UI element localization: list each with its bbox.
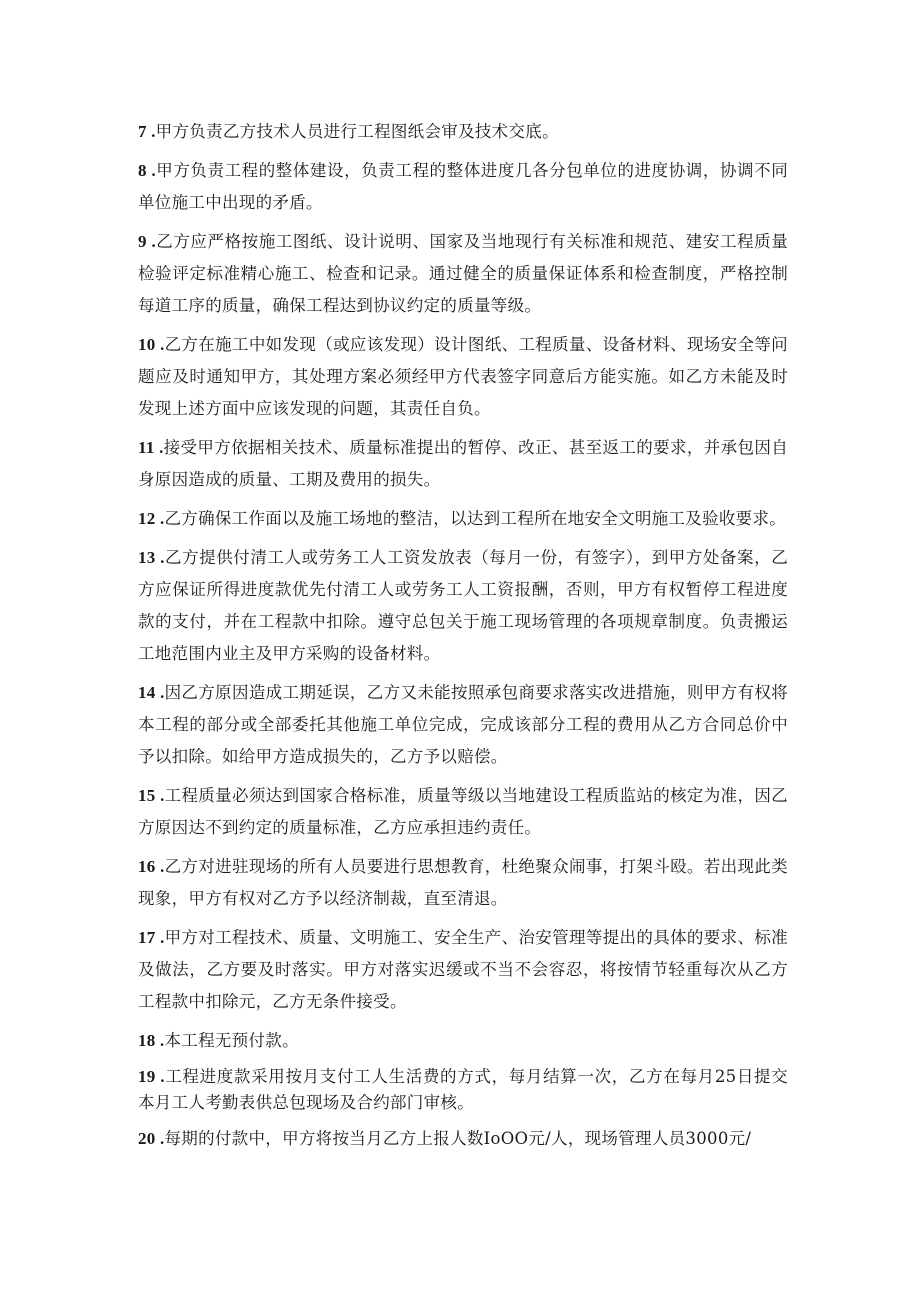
contract-clause-list — [138, 116, 788, 1162]
clause-text: 工程质量必须达到国家合格标准，质量等级以当地建设工程质监站的核定为准，因乙方原因达不到约定的质量标准，乙方应承担违约责任。 — [138, 786, 788, 837]
clause-separator: . — [155, 683, 165, 702]
clause-17 — [138, 922, 788, 1018]
clause-text: 本工程无预付款。 — [164, 1031, 299, 1050]
clause-text: 乙方提供付清工人或劳务工人工资发放表（每月一份，有签字），到甲方处备案，乙方应保证所得进度款优先付清工人或劳务工人工资报酬，否则，甲方有权暂停工程进度款的支付，并在工程款中扣除。遵守总包关于施工现场管理的各项规章制度。负责搬运工地范围内业主及甲方采购的设备材料。 — [138, 548, 788, 663]
clause-separator: . — [146, 161, 156, 180]
clause-separator: . — [155, 1031, 165, 1050]
clause-14 — [138, 677, 788, 773]
clause-11 — [138, 432, 788, 496]
clause-number: 18 — [138, 1031, 156, 1050]
clause-16 — [138, 851, 788, 915]
clause-text: 工程进度款采用按月支付工人生活费的方式，每月结算一次，乙方在每月25日提交本月工人考勤表供总包现场及合约部门审核。 — [138, 1067, 788, 1112]
clause-separator: . — [154, 438, 164, 457]
clause-text: 因乙方原因造成工期延误，乙方又未能按照承包商要求落实改进措施，则甲方有权将本工程的部分或全部委托其他施工单位完成，完成该部分工程的费用从乙方合同总价中予以扣除。如给甲方造成损失的，乙方予以赔偿。 — [138, 683, 788, 766]
clause-text: 乙方应严格按施工图纸、设计说明、国家及当地现行有关标准和规范、建安工程质量检验评定标准精心施工、检查和记录。通过健全的质量保证体系和检查制度，严格控制每道工序的质量，确保工程达到协议约定的质量等级。 — [138, 232, 788, 315]
clause-separator: . — [155, 335, 165, 354]
clause-separator: . — [155, 928, 165, 947]
clause-number: 15 — [138, 786, 156, 805]
clause-number: 16 — [138, 857, 156, 876]
clause-number: 9 — [138, 232, 147, 251]
clause-separator: . — [155, 786, 165, 805]
clause-7 — [138, 116, 788, 148]
clause-12 — [138, 503, 788, 535]
clause-20 — [138, 1123, 788, 1155]
clause-text: 每期的付款中，甲方将按当月乙方上报人数IoOO元/人，现场管理人员3000元/ — [164, 1129, 752, 1148]
clause-separator: . — [155, 857, 165, 876]
clause-number: 20 — [138, 1129, 156, 1148]
clause-number: 7 — [138, 122, 147, 141]
clause-separator: . — [155, 548, 165, 567]
clause-separator: . — [146, 122, 156, 141]
clause-separator: . — [155, 1067, 165, 1086]
clause-18 — [138, 1025, 788, 1057]
clause-number: 11 — [138, 438, 155, 457]
clause-number: 14 — [138, 683, 156, 702]
clause-text: 甲方对工程技术、质量、文明施工、安全生产、治安管理等提出的具体的要求、标准及做法，乙方要及时落实。甲方对落实迟缓或不当不会容忍，将按情节轻重每次从乙方工程款中扣除元，乙方无条件接受。 — [138, 928, 788, 1011]
clause-15 — [138, 780, 788, 844]
clause-number: 10 — [138, 335, 156, 354]
clause-10 — [138, 329, 788, 425]
clause-number: 12 — [138, 509, 156, 528]
clause-text: 乙方在施工中如发现（或应该发现）设计图纸、工程质量、设备材料、现场安全等问题应及时通知甲方，其处理方案必须经甲方代表签字同意后方能实施。如乙方未能及时发现上述方面中应该发现的问题，其责任自负。 — [138, 335, 788, 418]
clause-text: 甲方负责乙方技术人员进行工程图纸会审及技术交底。 — [155, 122, 559, 141]
clause-number: 19 — [138, 1067, 156, 1086]
clause-text: 甲方负责工程的整体建设，负责工程的整体进度几各分包单位的进度协调，协调不同单位施工中出现的矛盾。 — [138, 161, 788, 212]
clause-number: 8 — [138, 161, 147, 180]
clause-13 — [138, 542, 788, 670]
clause-number: 13 — [138, 548, 156, 567]
clause-number: 17 — [138, 928, 156, 947]
clause-19 — [138, 1064, 788, 1116]
clause-text: 接受甲方依据相关技术、质量标准提出的暂停、改正、甚至返工的要求，并承包因自身原因造成的质量、工期及费用的损失。 — [138, 438, 788, 489]
clause-separator: . — [146, 232, 156, 251]
clause-separator: . — [155, 509, 165, 528]
clause-8 — [138, 155, 788, 219]
clause-separator: . — [155, 1129, 165, 1148]
clause-9 — [138, 226, 788, 322]
clause-text: 乙方确保工作面以及施工场地的整洁，以达到工程所在地安全文明施工及验收要求。 — [164, 509, 787, 528]
clause-text: 乙方对进驻现场的所有人员要进行思想教育，杜绝聚众闹事，打架斗殴。若出现此类现象，甲方有权对乙方予以经济制裁，直至清退。 — [138, 857, 788, 908]
